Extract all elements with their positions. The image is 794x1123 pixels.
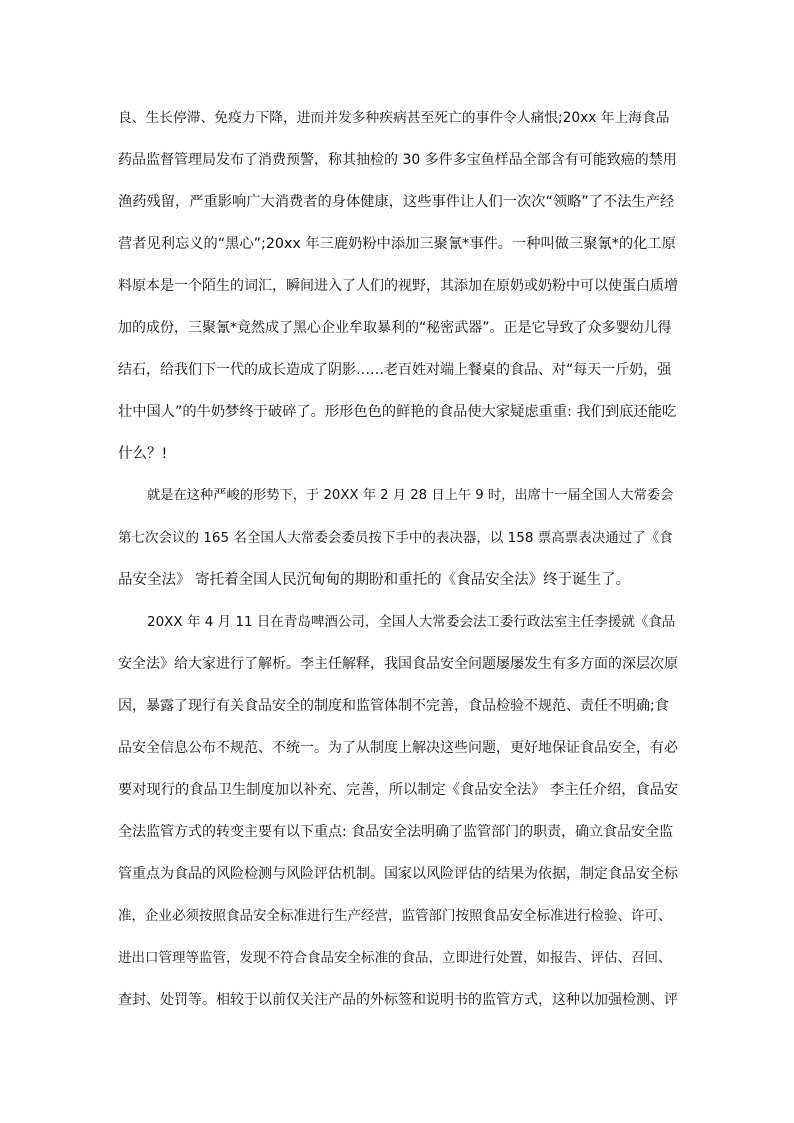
text-line: 20XX 年 4 月 11 日在青岛啤酒公司，全国人大常委会法工委行政法室主任李援就《食品 (147, 614, 676, 630)
text-line: 安全法》给大家进行了解析。李主任解释，我国食品安全问题屡屡发生有多方面的深层次原 (118, 656, 678, 672)
text-line: 管重点为食品的风险检测与风险评估机制。国家以风险评估的结果为依据，制定食品安全标 (118, 866, 678, 882)
text-line: 营者见利忘义的“黑心”;20xx 年三鹿奶粉中添加三聚氰*事件。一种叫做三聚氰*的化工原 (118, 236, 676, 252)
text-line: 进出口管理等监管，发现不符合食品安全标准的食品，立即进行处置，如报告、评估、召回、 (118, 950, 672, 966)
text-line: 药品监督管理局发布了消费预警，称其抽检的 30 多件多宝鱼样品全部含有可能致癌的禁用 (118, 152, 677, 168)
text-line: 品安全法》 寄托着全国人民沉甸甸的期盼和重托的《食品安全法》终于诞生了。 (118, 572, 631, 588)
text-line: 要对现行的食品卫生制度加以补充、完善，所以制定《食品安全法》 李主任介绍，食品安 (118, 782, 678, 798)
text-line: 准，企业必须按照食品安全标准进行生产经营，监管部门按照食品安全标准进行检验、许可、 (118, 908, 672, 924)
text-line: 第七次会议的 165 名全国人大常委会委员按下手中的表决器，以 158 票高票表决通过了《食 (118, 530, 673, 546)
text-line: 良、生长停滞、免疫力下降，进而并发多种疾病甚至死亡的事件令人痛恨;20xx 年上海食品 (118, 110, 670, 126)
text-line: 结石，给我们下一代的成长造成了阴影……老百姓对端上餐桌的食品、对“每天一斤奶，强 (118, 362, 672, 378)
text-line: 品安全信息公布不规范、不统一。为了从制度上解决这些问题，更好地保证食品安全，有必 (118, 740, 678, 756)
text-line: 全法监管方式的转变主要有以下重点: 食品安全法明确了监管部门的职责，确立食品安全监 (118, 824, 674, 840)
text-line: 查封、处罚等。相较于以前仅关注产品的外标签和说明书的监管方式，这种以加强检测、评 (118, 992, 678, 1008)
text-line: 加的成份，三聚氰*竟然成了黑心企业牟取暴利的“秘密武器”。正是它导致了众多婴幼儿得 (118, 320, 672, 336)
text-line: 渔药残留，严重影响广大消费者的身体健康，这些事件让人们一次次“领略”了不法生产经 (118, 194, 675, 210)
text-line: 因，暴露了现行有关食品安全的制度和监管体制不完善，食品检验不规范、责任不明确;食 (118, 698, 669, 714)
text-line: 就是在这种严峻的形势下，于 20XX 年 2 月 28 日上午 9 时，出席十一届全国人大常委会 (147, 488, 674, 503)
text-line: 壮中国人”的牛奶梦终于破碎了。形形色色的鲜艳的食品使大家疑虑重重: 我们到底还能吃 (118, 404, 677, 420)
text-line: 料原本是一个陌生的词汇，瞬间进入了人们的视野，其添加在原奶或奶粉中可以使蛋白质增 (118, 278, 678, 294)
text-line: 什么？! (118, 446, 168, 462)
